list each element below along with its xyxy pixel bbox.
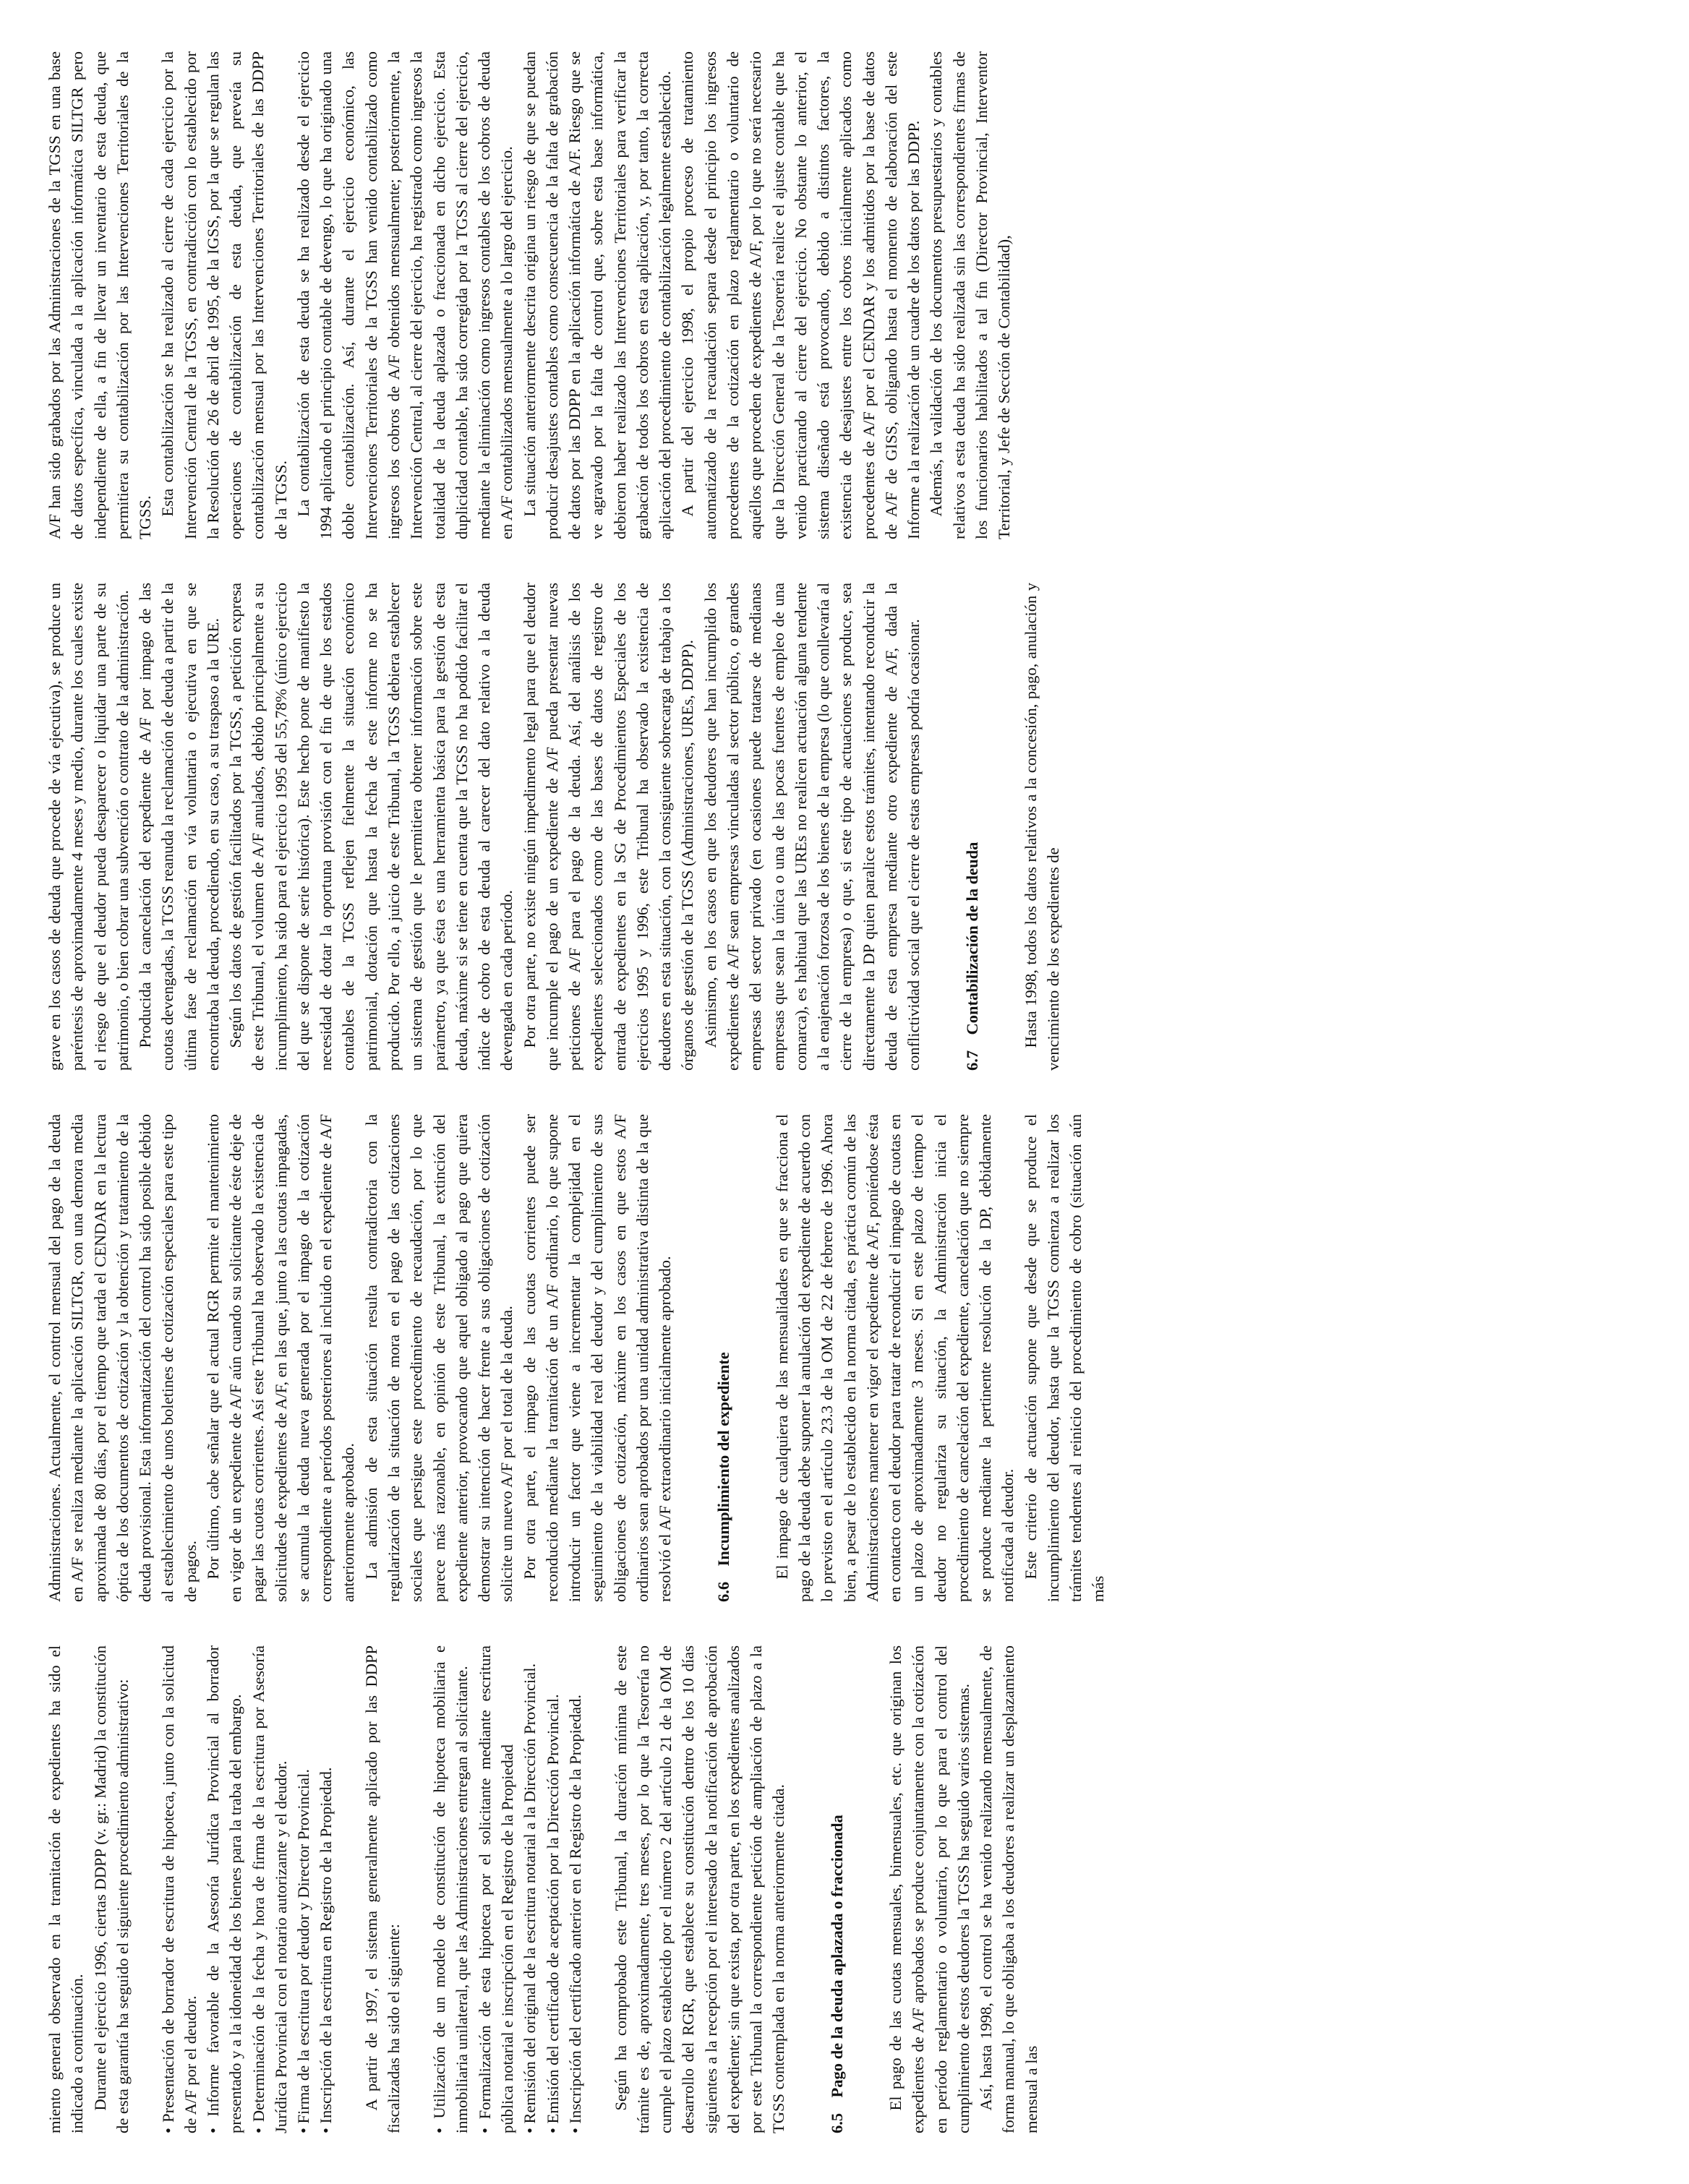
paragraph: Este criterio de actuación supone que desde que se produce el incumplimiento del deudor, hasta que la TGSS comienza a realizar los trámites tendentes al reinicio del procedimiento de cobro (situación aún más: [1021, 1114, 1108, 1602]
bullet-item: • Inscripción de la escritura en Registro de la Propiedad.: [317, 1767, 335, 2133]
paragraph: grave en los casos de deuda que procede de vía ejecutiva), se produce un paréntesis de aproximadamente 4 meses y medio, durante los cuales existe el riesgo de que el deudor pueda desaparecer o liquidar una parte de su patrimonio, o bien cobrar una subvención o contrato de la administración.: [46, 583, 132, 1071]
section-number: 6.5: [828, 2112, 847, 2133]
spacer: [983, 583, 1019, 1071]
section-heading: [826, 1645, 848, 2133]
paragraph: El impago de cualquiera de las mensualidades en que se fracciona el pago de la deuda debe suponer la anulación del expediente de acuerdo con lo previsto en el artículo 23.3 de la OM de 22 de febrero de 1996. Ahora bien, a pesar de lo establecido en la norma citada, es práctica común de las Administraciones mantener en vigor el expediente de A/F, poniéndose ésta en contacto con el deudor para tratar de reconducir el impago de cuotas en un plazo de aproximadamente 3 meses. Si en este plazo de tiempo el deudor no regulariza su situación, la Administración inicia el procedimiento de cancelación del expediente, cancelación que no siempre se produce mediante la pertinente resolución de la DP, debidamente notificada al deudor.: [772, 1114, 1017, 1602]
spacer: [676, 1114, 712, 1602]
spacer: [406, 1645, 429, 2133]
paragraph: Por otra parte, no existe ningún impedimento legal para que el deudor que incumple el pago de un expediente de A/F pueda presentar nuevas peticiones de A/F para el pago de la deuda. Así, del análisis de los expedientes seleccionados como de las bases de datos de registro de entrada de expedientes en la SG de Procedimientos Especiales de los ejercicios 1995 y 1996, este Tribunal ha observado la existencia de deudores en esta situación, con la consiguiente sobrecarga de trabajo a los órganos de gestión de la TGSS (Administraciones, UREs, DDPP).: [520, 583, 697, 1071]
section-title: Incumplimiento del expediente: [714, 1352, 732, 1567]
paragraph: A partir del ejercicio 1998, el propio proceso de tratamiento automatizado de la recaudación separa desde el principio los ingresos procedentes de la cotización en plazo reglamentario o voluntario de aquéllos que proceden de expedientes de A/F, por lo que no será necesario que la Dirección General de la Tesorería realice el ajuste contable que ha venido practicando al cierre del ejercicio. No obstante lo anterior, el sistema diseñado está provocando, debido a distintos factores, la existencia de desajustes entre los cobros inicialmente aplicados como procedentes de A/F por el CENDAR y los admitidos por la base de datos de A/F de GISS, obligando hasta el momento de elaboración del este Informe a la realización de un cuadre de los datos por las DDPP.: [678, 51, 923, 539]
spacer: [338, 1645, 361, 2133]
bullet-item: • Formalización de esta hipoteca por el solicitante mediante escritura pública notarial e inscripción en el Registro de la Propiedad: [475, 1645, 517, 2133]
spacer: [735, 1114, 771, 1602]
paragraph: La contabilización de esta deuda se ha realizado desde el ejercicio 1994 aplicando el principio contable de devengo, lo que ha originado una doble contabilización. Así, durante el ejercicio económico, las Intervenciones Territoriales de la TGSS han venido contabilizado como ingresos los cobros de A/F obtenidos mensualmente; posteriormente, la Intervención Central, al cierre del ejercicio, ha registrado como ingresos la totalidad de la deuda aplazada o fraccionada en dicho ejercicio. Esta duplicidad contable, ha sido corregida por la TGSS al cierre del ejercicio, mediante la eliminación como ingresos contables de los cobros de deuda en A/F contabilizados mensualmente a lo largo del ejercicio.: [294, 51, 516, 539]
paragraph: A/F han sido grabados por las Administraciones de la TGSS en una base de datos específica, vinculada a la aplicación informática SILTGR pero independiente de ella, a fin de llevar un inventario de esta deuda, que permitiera su contabilización por las Intervenciones Territoriales de la TGSS.: [46, 51, 155, 539]
section-heading: [712, 1114, 735, 1602]
paragraph: Administraciones. Actualmente, el control mensual del pago de la deuda en A/F se realiza mediante la aplicación SILTGR, con una demora media aproximada de 80 días, por el tiempo que tarda el CENDAR en la lectura óptica de los documentos de cotización y la obtención y tratamiento de la deuda provisional. Esta informatización del control ha sido posible debido al establecimiento de unos boletines de cotización especiales para este tipo de pagos.: [46, 1114, 200, 1602]
paragraph: Por último, cabe señalar que el actual RGR permite el mantenimiento en vigor de un expediente de A/F aún cuando su solicitante de éste deje de pagar las cuotas corrientes. Así este Tribunal ha observado la existencia de solicitudes de expedientes de A/F, en las que, junto a las cuotas impagadas, se acumula la deuda nueva generada por el impago de la cotización correspondiente a períodos posteriores al incluido en el expediente de A/F anteriormente aprobado.: [203, 1114, 358, 1602]
paragraph: La situación anteriormente descrita origina un riesgo de que se puedan producir desajustes contables como consecuencia de la falta de grabación de datos por las DDPP en la aplicación informática de A/F. Riesgo que se ve agravado por la falta de control que, sobre esta base informática, debieron haber realizado las Intervenciones Territoriales para verificar la grabación de todos los cobros en esta aplicación, y, por tanto, la correcta aplicación del procedimiento de contabilización legalmente establecido.: [520, 51, 675, 539]
bullet-item: • Remisión del original de la escritura notarial a la Dirección Provincial.: [521, 1663, 539, 2133]
paragraph: A partir de 1997, el sistema generalmente aplicado por las DDPP fiscalizadas ha sido el siguiente:: [362, 1645, 403, 2133]
bullet-item: • Inscripción del certificado anterior en el Registro de la Propiedad.: [565, 1694, 584, 2133]
paragraph: Durante el ejercicio 1996, ciertas DDPP (v. gr.: Madrid) la constitución de esta garantía ha seguido el siguiente procedimiento administrativo:: [90, 1645, 132, 2133]
paragraph: Además, la validación de los documentos presupuestarios y contables relativos a esta deuda ha sido realizada sin las correspondientes firmas de los funcionarios habilitados a tal fin (Director Provincial, Interventor Territorial, y Jefe de Sección de Contabilidad),: [927, 51, 1014, 539]
paragraph: Producida la cancelación del expediente de A/F por impago de las cuotas devengadas, la TGSS reanuda la reclamación de deuda a partir de la última fase de reclamación en vía voluntaria o ejecutiva en que se encontraba la deuda, procediendo, en su caso, a su traspaso a la URE.: [136, 583, 222, 1071]
paragraph: Según los datos de gestión facilitados por la TGSS, a petición expresa de este Tribunal, el volumen de A/F anulados, debido principalmente a su incumplimiento, ha sido para el ejercicio 1995 del 55,78% (único ejercicio del que se dispone de serie histórica). Este hecho pone de manifiesto la necesidad de dotar la oportuna provisión con el fin de que los estados contables de la TGSS reflejen fielmente la situación económico patrimonial, dotación que hasta la fecha de este informe no se ha producido. Por ello, a juicio de este Tribunal, la TGSS debiera establecer un sistema de gestión que le permitiera obtener información sobre este parámetro, ya que ésta es una herramienta básica para la gestión de esta deuda, máxime si se tiene en cuenta que la TGSS no ha podido facilitar el índice de cobro de esta deuda al carecer del dato relativo a la deuda devengada en cada período.: [226, 583, 516, 1071]
text-column-1: [43, 1645, 1649, 2133]
bullet-item: • Emisión del certificado de aceptación por la Dirección Provincial.: [543, 1694, 562, 2133]
spacer: [134, 1645, 157, 2133]
text-column-2: [43, 1114, 1649, 1602]
bullet-item: • Utilización de un modelo de constitución de hipoteca mobiliaria e inmobiliaria unilateral, que las Administraciones entregan al solicitante.: [430, 1645, 471, 2133]
spacer: [848, 1645, 884, 2133]
paragraph: Asimismo, en los casos en que los deudores que han incumplido los expedientes de A/F sean empresas vinculadas al sector público, o grandes empresas del sector privado (en ocasiones puede tratarse de medianas empresas que sean la única o una de las pocas fuentes de empleo de una comarca), es habitual que las UREs no realicen actuación alguna tendente a la enajenación forzosa de los bienes de la empresa (lo que conllevaría al cierre de la empresa) o que, si este tipo de actuaciones se produce, sea directamente la DP quien paralice estos trámites, intentando reconducir la deuda de esta empresa mediante otro expediente de A/F, dada la conflictividad social que el cierre de estas empresas podría ocasionar.: [701, 583, 923, 1071]
spacer: [925, 583, 961, 1071]
paragraph: miento general observado en la tramitación de expedientes ha sido el indicado a continuación.: [46, 1645, 87, 2133]
paragraph: Según ha comprobado este Tribunal, la duración mínima de este trámite es de, aproximadamente, tres meses, por lo que la Tesorería no cumple el plazo establecido por el número 2 del artículo 21 de la OM de desarrollo del RGR, que establece su constitución dentro de los 10 días siguientes a la recepción por el interesado de la notificación de aprobación del expediente; sin que exista, por otra parte, en los expedientes analizados por este Tribunal la correspondiente petición de ampliación de plazo a la TGSS contemplada en la norma anteriormente citada.: [611, 1645, 788, 2133]
bullet-item: • Presentación de borrador de escritura de hipoteca, junto con la solicitud de A/F por el deudor.: [158, 1645, 200, 2133]
paragraph: La admisión de esta situación resulta contradictoria con la regularización de la situación de mora en el pago de las cotizaciones sociales que persigue este procedimiento de recaudación, por lo que parece más razonable, en opinión de este Tribunal, la extinción del expediente anterior, provocando que aquel obligado al pago que quiera demostrar su intención de hacer frente a sus obligaciones de cotización solicite un nuevo A/F por el total de la deuda.: [362, 1114, 516, 1602]
document-page: [43, 51, 1649, 2133]
paragraph: Por otra parte, el impago de las cuotas corrientes puede ser reconducido mediante la tramitación de un A/F ordinario, lo que supone introducir un factor que viene a incrementar la complejidad en el seguimiento de la viabilidad real del deudor y del cumplimiento de sus obligaciones de cotización, máxime en los casos en que estos A/F ordinarios sean aprobados por una unidad administrativa distinta de la que resolvió el A/F extraordinario inicialmente aprobado.: [520, 1114, 675, 1602]
section-title: Pago de la deuda aplazada o fraccionada: [828, 1815, 847, 2098]
bullet-item: • Firma de la escritura por deudor y Director Provincial.: [294, 1769, 313, 2133]
spacer: [586, 1645, 610, 2133]
paragraph: Hasta 1998, todos los datos relativos a la concesión, pago, anulación y vencimiento de los expedientes de: [1021, 583, 1062, 1071]
section-number: 6.7: [962, 1050, 981, 1071]
paragraph: Así, hasta 1998, el control se ha venido realizando mensualmente, de forma manual, lo que obligaba a los deudores a realizar un desplazamiento mensual a las: [977, 1645, 1040, 2133]
paragraph: Esta contabilización se ha realizado al cierre de cada ejercicio por la Intervención Central de la TGSS, en contradicción con lo establecido por la Resolución de 26 de abril de 1995, de la IGSS, por la que se regulan las operaciones de contabilización de esta deuda, que preveía su contabilización mensual por las Intervenciones Territoriales de las DDPP de la TGSS.: [158, 51, 290, 539]
bullet-item: • Determinación de la fecha y hora de firma de la escritura por Asesoría Jurídica Provincial con el notario autorizante y el deudor.: [249, 1645, 290, 2133]
spacer: [790, 1645, 826, 2133]
section-title: Contabilización de la deuda: [962, 842, 981, 1035]
bullet-item: • Informe favorable de la Asesoría Jurídica Provincial al borrador presentado y a la idoneidad de los bienes para la traba del embargo.: [204, 1645, 245, 2133]
section-heading: [961, 583, 983, 1071]
text-column-3: [43, 583, 1649, 1071]
section-number: 6.6: [714, 1581, 732, 1602]
paragraph: El pago de las cuotas mensuales, bimensuales, etc. que originan los expedientes de A/F aprobados se produce conjuntamente con la cotización en período reglamentario o voluntario, por lo que para el control del cumplimiento de estos deudores la TGSS ha seguido varios sistemas.: [886, 1645, 972, 2133]
text-column-4: [43, 51, 1649, 539]
